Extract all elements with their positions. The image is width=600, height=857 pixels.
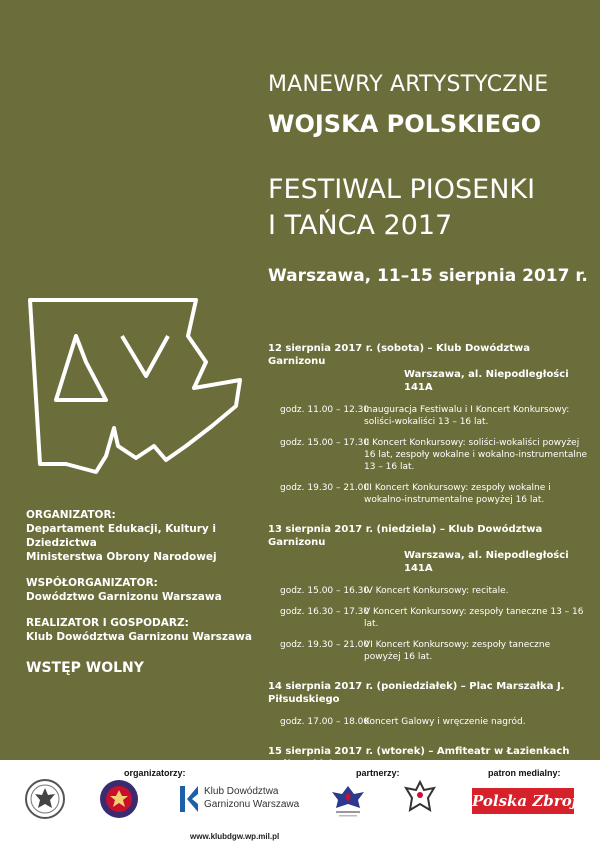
host-label: REALIZATOR I GOSPODARZ: — [26, 617, 189, 629]
schedule-day — [268, 523, 588, 663]
event-desc: VI Koncert Konkursowy: zespoły taneczne powyżej 16 lat. — [364, 640, 551, 662]
event-desc: Koncert Galowy i wręczenie nagród. — [364, 717, 526, 727]
festival-title-line-1: FESTIWAL PIOSENKI — [268, 174, 536, 205]
event-desc: IV Koncert Konkursowy: recitale. — [364, 586, 509, 596]
organizer-label: ORGANIZATOR: — [26, 509, 116, 521]
day-heading-line-1: 15 sierpnia 2017 r. (wtorek) – Amfiteatr w Łazienkach — [268, 746, 570, 757]
partners-footer-label: partnerzy: — [356, 768, 400, 778]
garrison-command-emblem-icon — [98, 778, 140, 820]
title-line-2: WOJSKA POLSKIEGO — [268, 110, 542, 138]
organizers-block — [26, 508, 266, 656]
organizer-line-1: Departament Edukacji, Kultury i Dziedzictwa — [26, 523, 217, 549]
schedule-event — [280, 716, 588, 728]
event-desc: Inauguracja Festiwalu i I Koncert Konkursowy: soliści-wokaliści 13 – 16 lat. — [364, 405, 570, 427]
event-time: godz. 15.00 – 17.30 — [280, 438, 370, 448]
organizers-footer-label: organizatorzy: — [124, 768, 186, 778]
sponsor-footer — [0, 760, 600, 857]
day-heading-line-1: 14 sierpnia 2017 r. (poniedziałek) – Plac Marszałka J. Piłsudskiego — [268, 681, 565, 705]
event-time: godz. 16.30 – 17.30 — [280, 607, 370, 617]
free-entry: WSTĘP WOLNY — [26, 660, 144, 676]
schedule-day — [268, 680, 588, 728]
event-desc: V Koncert Konkursowy: zespoły taneczne 13 – 16 lat. — [364, 607, 584, 629]
day-heading — [268, 523, 588, 575]
military-eagle-emblem-icon — [24, 778, 66, 820]
day-heading-line-1: 12 sierpnia 2017 r. (sobota) – Klub Dowództwa Garnizonu — [268, 343, 530, 367]
festival-title — [268, 172, 535, 244]
title-line-1: MANEWRY ARTYSTYCZNE — [268, 72, 549, 97]
host-line-1: Klub Dowództwa Garnizonu Warszawa — [26, 631, 252, 643]
schedule-day — [268, 342, 588, 506]
event-desc: II Koncert Konkursowy: soliści-wokaliści powyżej 16 lat, zespoły wokalne i wokalno-instrumentalne 13 – 16 lat. — [364, 438, 588, 472]
day-heading-line-1: 13 sierpnia 2017 r. (niedziela) – Klub Dowództwa Garnizonu — [268, 524, 543, 548]
day-heading-line-2: Warszawa, al. Niepodległości 141A — [404, 550, 569, 574]
place-date: Warszawa, 11–15 sierpnia 2017 r. — [268, 266, 588, 286]
schedule-event — [280, 482, 588, 506]
day-heading-line-2: Warszawa, al. Niepodległości 141A — [404, 369, 569, 393]
klub-logo-mark-icon — [178, 784, 200, 814]
klub-url: www.klubdgw.wp.mil.pl — [190, 832, 280, 841]
day-heading — [268, 342, 588, 394]
day-heading — [268, 680, 588, 706]
klub-name-line-2: Garnizonu Warszawa — [204, 799, 300, 810]
klub-dgw-logo — [178, 780, 298, 820]
event-time: godz. 11.00 – 12.30 — [280, 405, 370, 415]
event-time: godz. 17.00 – 18.00 — [280, 717, 370, 727]
coorganizer-line-1: Dowództwo Garnizonu Warszawa — [26, 591, 222, 603]
event-time: godz. 19.30 – 21.00 — [280, 640, 370, 650]
schedule-event — [280, 639, 588, 663]
festival-logo-icon — [26, 296, 246, 476]
partner-eagle-crest-icon — [402, 778, 438, 818]
event-time: godz. 19.30 – 21.00 — [280, 483, 370, 493]
festival-title-line-2: I TAŃCA 2017 — [268, 210, 453, 241]
polska-zbrojna-logo: Polska Zbrojna — [472, 788, 574, 814]
media-footer-label: patron medialny: — [488, 768, 561, 778]
schedule-event — [280, 404, 588, 428]
klub-name-line-1: Klub Dowództwa — [204, 786, 279, 797]
organizer-line-2: Ministerstwa Obrony Narodowej — [26, 551, 217, 563]
event-time: godz. 15.00 – 16.30 — [280, 586, 370, 596]
partner-blue-eagle-logo-icon — [328, 782, 368, 818]
schedule — [268, 342, 588, 802]
schedule-event — [280, 606, 588, 630]
schedule-event — [280, 585, 588, 597]
coorganizer-label: WSPÓŁORGANIZATOR: — [26, 577, 158, 589]
event-desc: III Koncert Konkursowy: zespoły wokalne i wokalno-instrumentalne powyżej 16 lat. — [364, 483, 551, 505]
schedule-event — [280, 437, 588, 473]
